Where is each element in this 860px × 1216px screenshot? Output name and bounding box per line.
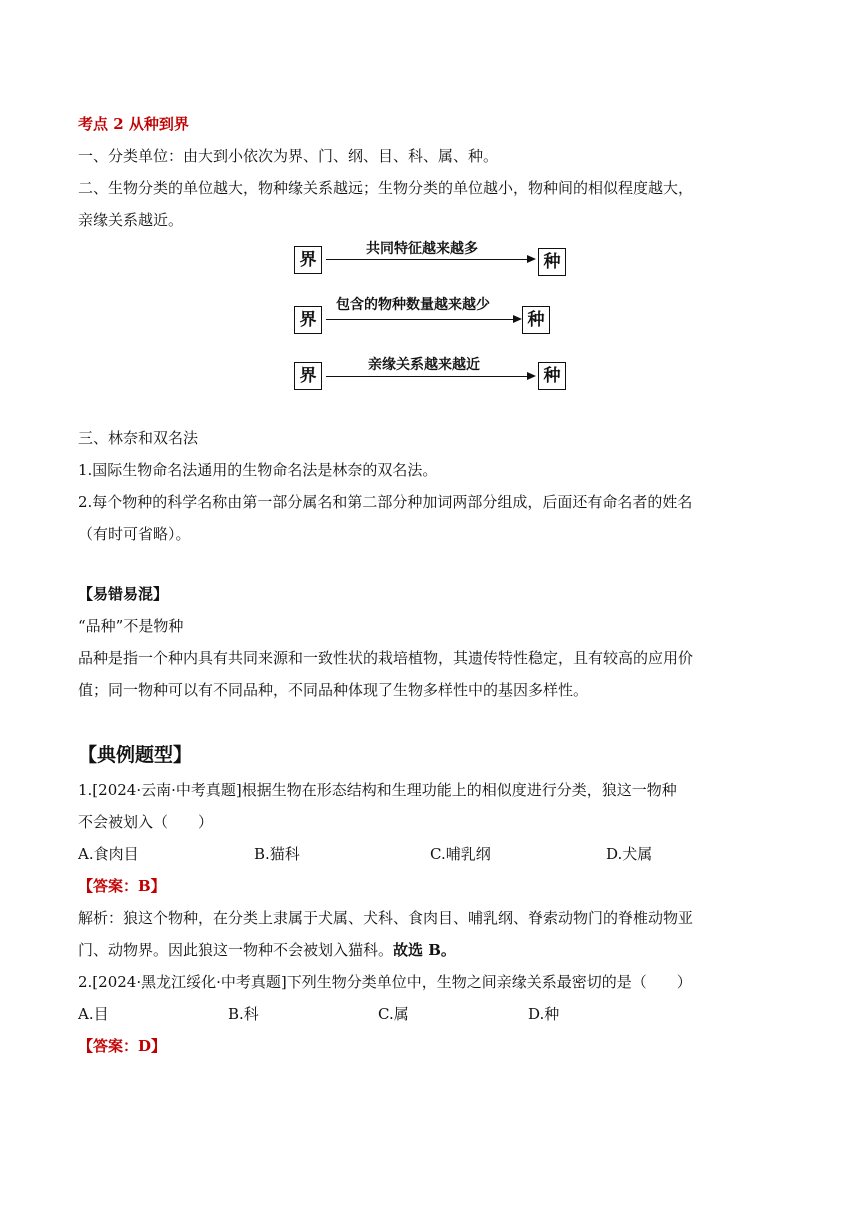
option-c[interactable]: C.属 — [378, 1005, 409, 1023]
question-1-options — [78, 838, 788, 870]
mistakes-paragraph-cont: 值；同一物种可以有不同品种，不同品种体现了生物多样性中的基因多样性。 — [78, 681, 589, 699]
classification-diagram — [78, 238, 788, 420]
analysis-text: 门、动物界。因此狼这一物种不会被划入猫科。 — [78, 941, 394, 959]
mistakes-subtitle: “品种”不是物种 — [78, 617, 184, 635]
diagram-box-kingdom: 界 — [294, 362, 322, 390]
diagram-label-species-count: 包含的物种数量越来越少 — [336, 297, 490, 313]
document-page — [78, 108, 788, 1062]
arrow-icon — [326, 319, 520, 320]
naming-heading: 三、林奈和双名法 — [78, 429, 199, 447]
diagram-label-features: 共同特征越来越多 — [366, 241, 478, 257]
paragraph-unit-relation-cont: 亲缘关系越近。 — [78, 211, 184, 229]
question-1-analysis: 解析：狼这个物种，在分类上隶属于犬属、犬科、食肉目、哺乳纲、脊索动物门的脊椎动物亚 — [78, 909, 694, 927]
paragraph-classification-units: 一、分类单位：由大到小依次为界、门、纲、目、科、属、种。 — [78, 147, 499, 165]
question-2-answer: 【答案：D】 — [78, 1037, 167, 1055]
naming-paragraph-1: 1.国际生物命名法通用的生物命名法是林奈的双名法。 — [78, 461, 438, 479]
question-1-stem-cont: 不会被划入（ ） — [78, 813, 214, 831]
option-a[interactable]: A.目 — [78, 1005, 109, 1023]
option-a[interactable]: A.食肉目 — [78, 845, 139, 863]
option-d[interactable]: D.犬属 — [606, 845, 653, 863]
diagram-box-kingdom: 界 — [294, 246, 322, 274]
question-2-options — [78, 998, 788, 1030]
option-d[interactable]: D.种 — [528, 1005, 560, 1023]
naming-paragraph-2: 2.每个物种的科学名称由第一部分属名和第二部分种加词两部分组成，后面还有命名者的姓名 — [78, 493, 693, 511]
mistakes-heading: 【易错易混】 — [78, 585, 169, 603]
examples-heading: 【典例题型】 — [78, 744, 193, 766]
question-2-stem: 2.[2024·黑龙江绥化·中考真题]下列生物分类单位中，生物之间亲缘关系最密切的是（ ） — [78, 973, 692, 991]
diagram-box-species: 种 — [538, 362, 566, 390]
diagram-box-species: 种 — [522, 306, 550, 334]
naming-paragraph-2-cont: （有时可省略）。 — [78, 525, 191, 543]
diagram-box-species: 种 — [538, 248, 566, 276]
option-b[interactable]: B.科 — [228, 1005, 259, 1023]
question-1-answer: 【答案：B】 — [78, 877, 166, 895]
mistakes-paragraph: 品种是指一个种内具有共同来源和一致性状的栽培植物，其遗传特性稳定，且有较高的应用价 — [78, 649, 694, 667]
option-b[interactable]: B.猫科 — [254, 845, 300, 863]
arrow-icon — [326, 376, 534, 377]
question-1-analysis-cont — [78, 934, 788, 966]
diagram-label-kinship: 亲缘关系越来越近 — [368, 357, 480, 373]
option-c[interactable]: C.哺乳纲 — [430, 845, 491, 863]
analysis-conclusion: 故选 B。 — [393, 941, 456, 959]
question-1-stem: 1.[2024·云南·中考真题]根据生物在形态结构和生理功能上的相似度进行分类，狼这一物种 — [78, 781, 677, 799]
paragraph-unit-relation: 二、生物分类的单位越大，物种缘关系越远；生物分类的单位越小，物种间的相似程度越大， — [78, 179, 694, 197]
section-title: 考点 2 从种到界 — [78, 115, 189, 133]
arrow-icon — [326, 259, 534, 260]
diagram-box-kingdom: 界 — [294, 306, 322, 334]
